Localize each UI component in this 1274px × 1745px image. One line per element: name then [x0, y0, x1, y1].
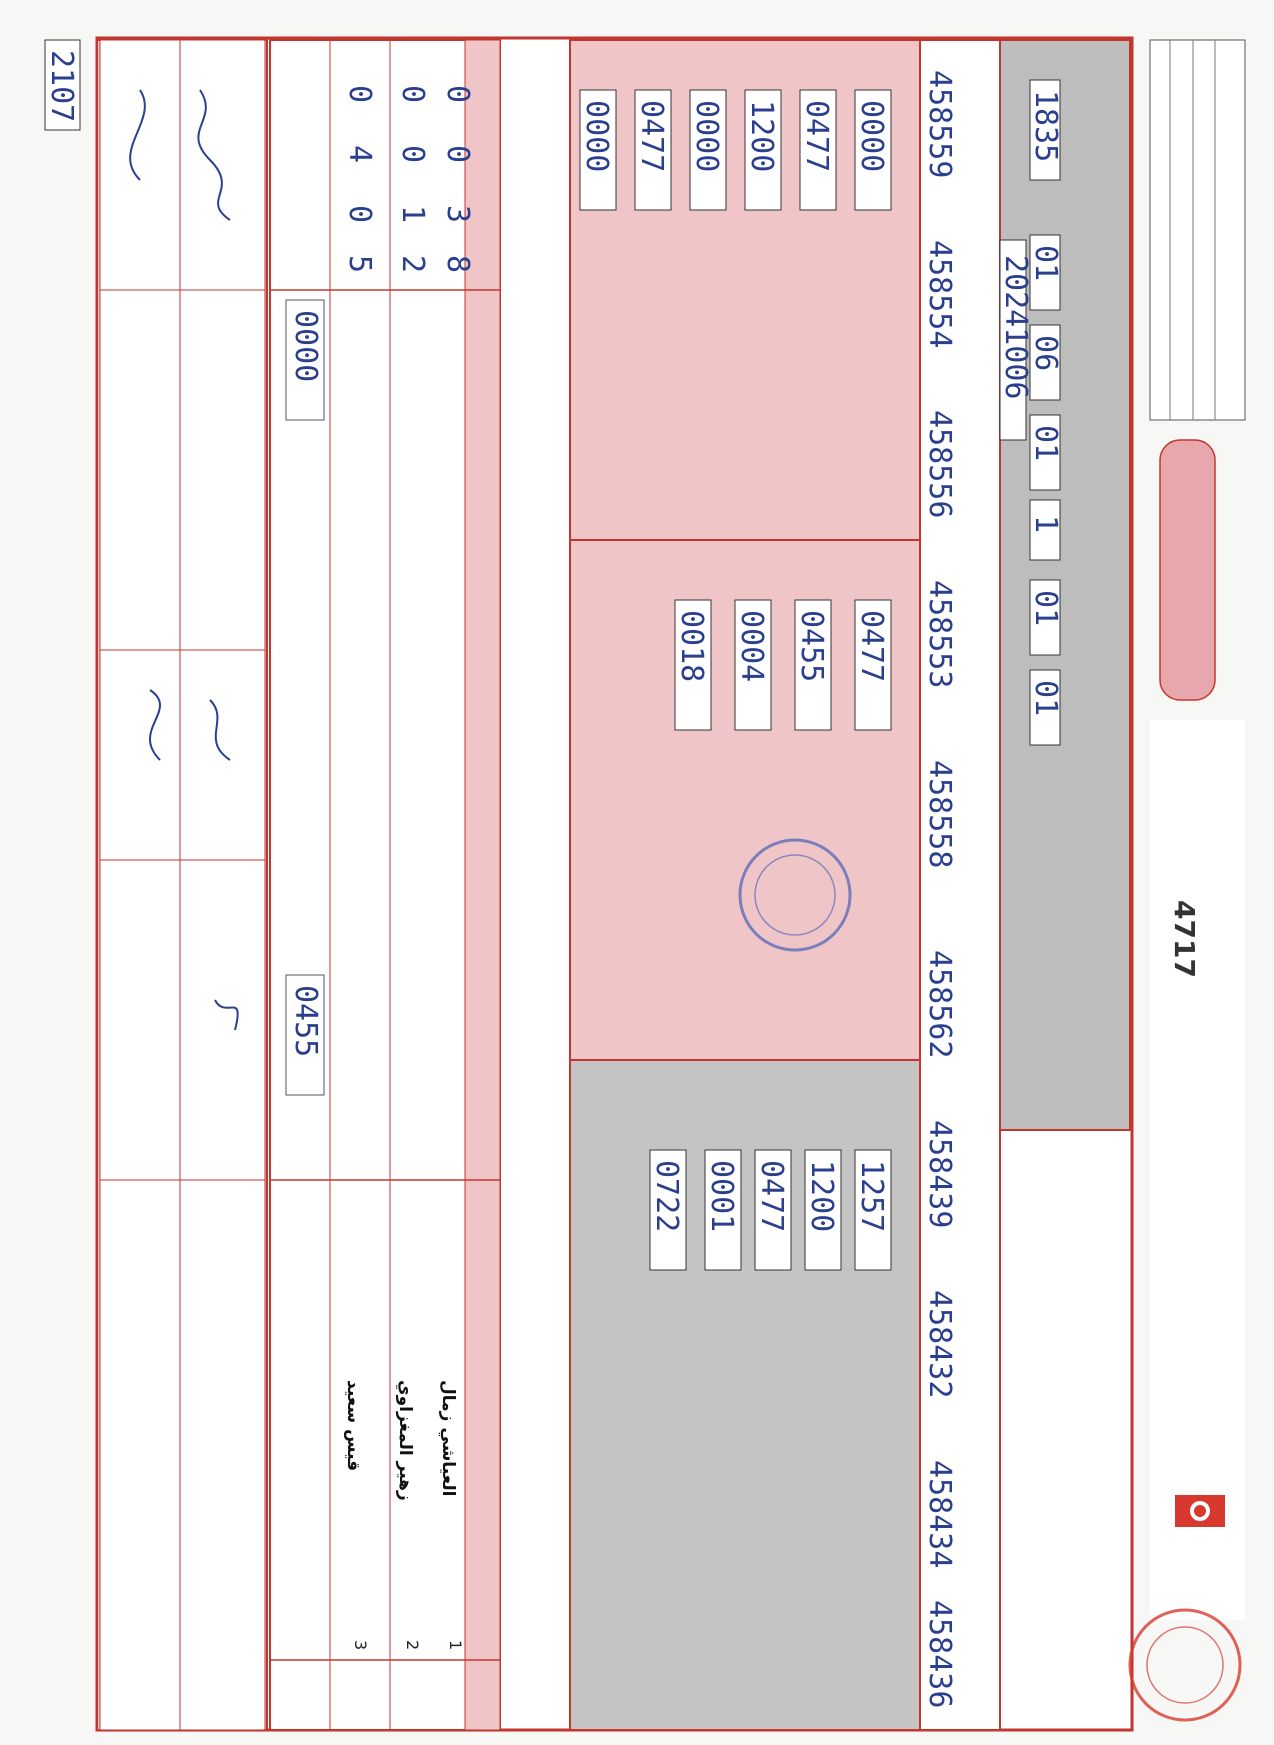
- form-number: 4717: [1168, 900, 1201, 978]
- map-code: 1835: [1028, 90, 1063, 163]
- votes-1-d2: 0: [440, 145, 475, 164]
- seal-left-d: 458434: [922, 1460, 957, 1569]
- blank-votes: 0004: [734, 610, 769, 683]
- spoiled-ballots: 0001: [704, 1160, 739, 1233]
- candidate-name-1: العياشي زمال: [438, 1380, 458, 1497]
- valid-votes: 0455: [794, 610, 829, 683]
- code-6: 01: [1028, 245, 1063, 282]
- code-2: 01: [1028, 590, 1063, 627]
- seal-a: 458554: [922, 240, 957, 349]
- page-code: 2107: [44, 50, 79, 123]
- code-4: 01: [1028, 425, 1063, 462]
- voters-who-voted: 0477: [754, 1160, 789, 1233]
- candidate-name-2: زهير المغزاوي: [395, 1380, 415, 1501]
- seal-left-a: 458562: [922, 950, 957, 1059]
- header-title-area: [1150, 720, 1245, 1620]
- sum-valid: 0455: [288, 985, 323, 1058]
- signatures-table: [100, 40, 265, 1730]
- stage1-values: [649, 1150, 891, 1270]
- date-value: 20241006: [998, 255, 1033, 400]
- title-badge: [1160, 440, 1215, 700]
- unused-ballots: 0722: [649, 1160, 684, 1233]
- candidate-index-2: 2: [403, 1640, 422, 1651]
- votes-2-d2: 0: [395, 145, 430, 164]
- ballots-received: 1200: [804, 1160, 839, 1233]
- check2: 1200: [744, 100, 779, 173]
- votes-3-d3: 0: [342, 205, 377, 224]
- votes-3-d2: 4: [342, 145, 377, 164]
- registered-voters: 1257: [854, 1160, 889, 1233]
- votes-1-d4: 8: [440, 255, 475, 274]
- code-5: 06: [1028, 335, 1063, 372]
- candidate-index-1: 1: [446, 1640, 465, 1651]
- check5: 0000: [579, 100, 614, 173]
- check1: 0000: [854, 100, 889, 173]
- seal-b: 458556: [922, 410, 957, 519]
- candidate-index-3: 3: [351, 1640, 370, 1651]
- votes-2-d4: 2: [395, 255, 430, 274]
- legend-box: [1150, 40, 1245, 420]
- votes-2-d3: 1: [395, 205, 430, 224]
- header-info-band: [1000, 40, 1130, 1130]
- seal-left-e: 458436: [922, 1600, 957, 1709]
- seal-c: 458553: [922, 580, 957, 689]
- check3: 0000: [689, 100, 724, 173]
- code-3: 1: [1028, 515, 1063, 534]
- check4: 0477: [634, 100, 669, 173]
- code-1: 01: [1028, 680, 1063, 717]
- votes-2-d1: 0: [395, 85, 430, 104]
- seal-d: 458558: [922, 760, 957, 869]
- discrepancy: 0000: [288, 310, 323, 383]
- check1-value: 0477: [799, 100, 834, 173]
- votes-3-d1: 0: [342, 85, 377, 104]
- seal-left-c: 458432: [922, 1290, 957, 1399]
- votes-1-d1: 0: [440, 85, 475, 104]
- votes-3-d4: 5: [342, 255, 377, 274]
- seal-left-b: 458439: [922, 1120, 957, 1229]
- ballots-in-box: 0477: [854, 610, 889, 683]
- candidate-name-3: قيس سعيد: [343, 1380, 363, 1472]
- void-votes: 0018: [674, 610, 709, 683]
- votes-1-d3: 3: [440, 205, 475, 224]
- seal-total: 458559: [922, 70, 957, 179]
- candidates-header: [465, 40, 500, 1730]
